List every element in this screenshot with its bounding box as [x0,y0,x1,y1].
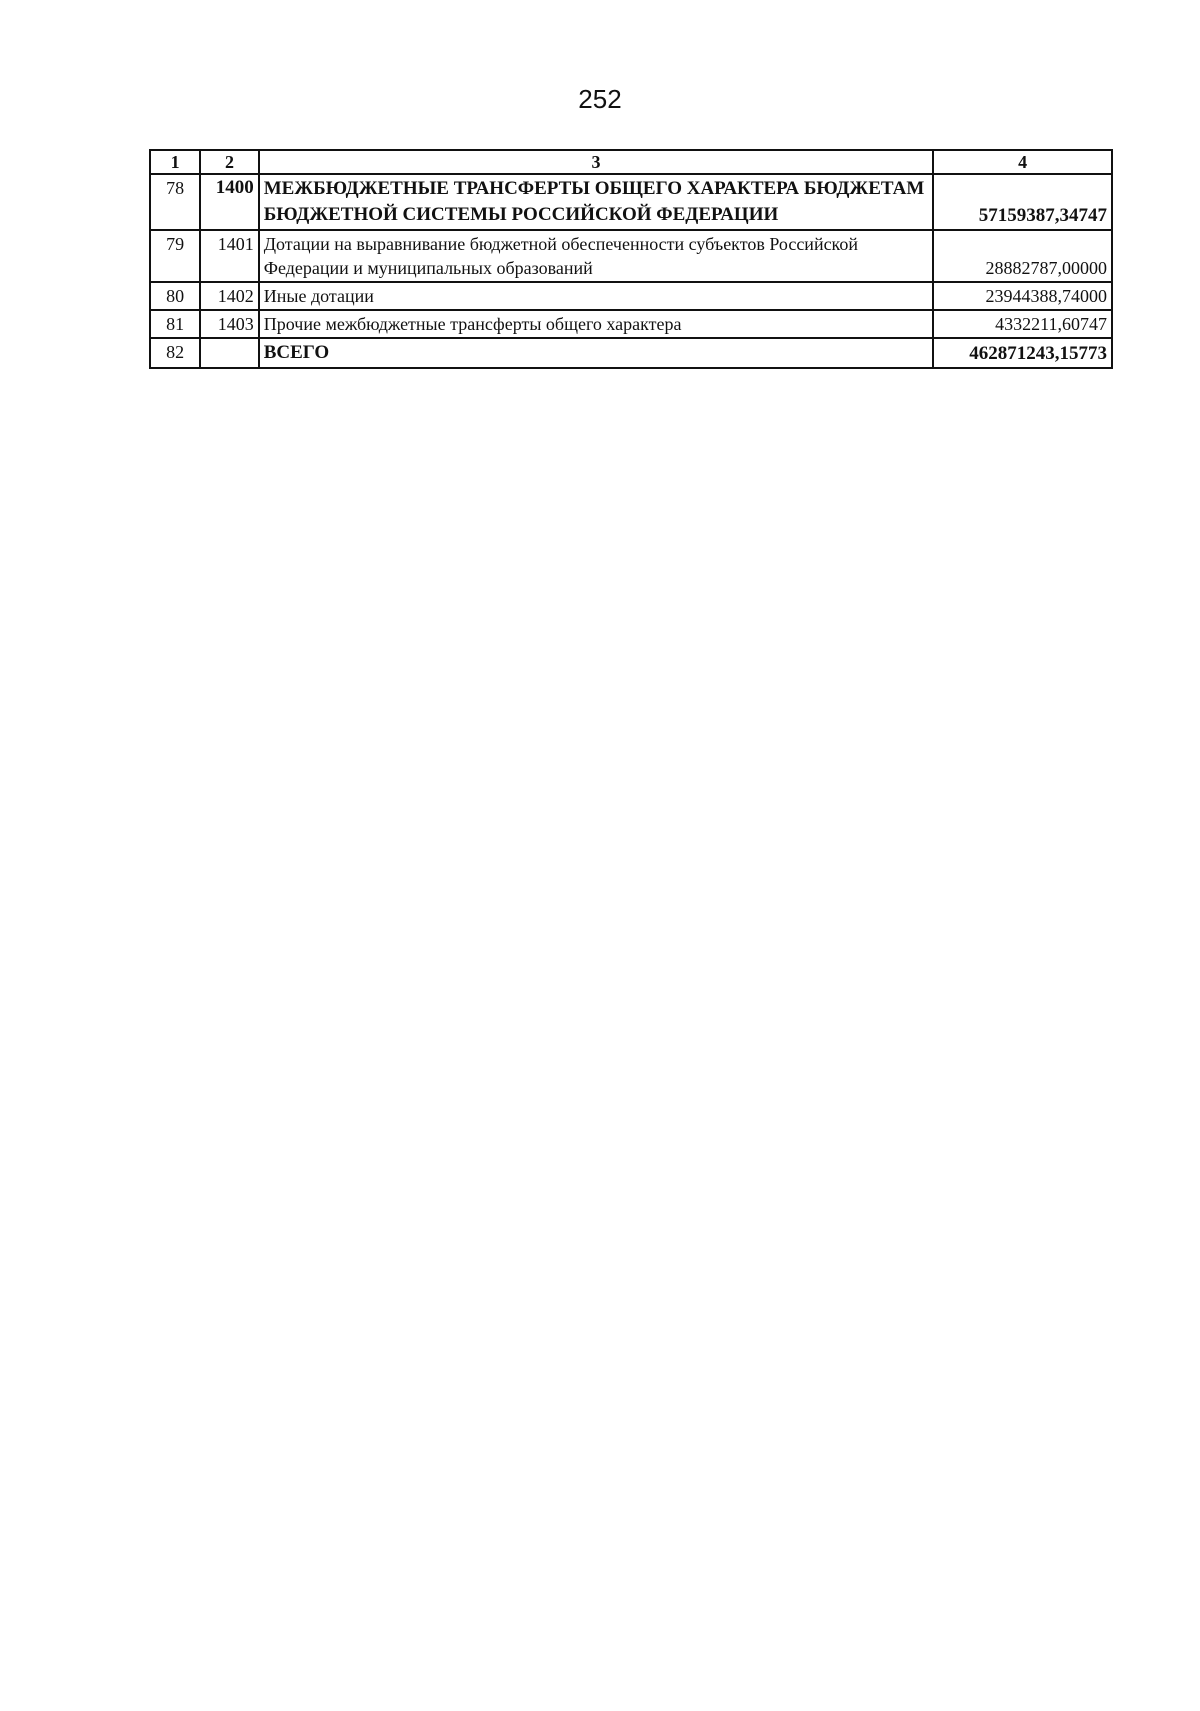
amount: 4332211,60747 [933,310,1112,338]
budget-table [149,149,1113,369]
total-label: ВСЕГО [259,338,933,368]
row-number: 82 [150,338,200,368]
total-amount: 462871243,15773 [933,338,1112,368]
section-name: Прочие межбюджетные трансферты общего характера [259,310,933,338]
section-name: МЕЖБЮДЖЕТНЫЕ ТРАНСФЕРТЫ ОБЩЕГО ХАРАКТЕРА БЮДЖЕТАМ БЮДЖЕТНОЙ СИСТЕМЫ РОССИЙСКОЙ ФЕДЕРАЦИИ [259,174,933,230]
table-header-row [150,150,1112,174]
section-name: Иные дотации [259,282,933,310]
column-header-4: 4 [933,150,1112,174]
table-row-total [150,338,1112,368]
section-name: Дотации на выравнивание бюджетной обеспеченности субъектов Российской Федерации и муниципальных образований [259,230,933,282]
amount: 28882787,00000 [933,230,1112,282]
row-number: 80 [150,282,200,310]
column-header-2: 2 [200,150,259,174]
amount: 23944388,74000 [933,282,1112,310]
table-row [150,282,1112,310]
table-row [150,174,1112,230]
section-code: 1402 [200,282,259,310]
row-number: 81 [150,310,200,338]
column-header-3: 3 [259,150,933,174]
section-code: 1401 [200,230,259,282]
section-code: 1403 [200,310,259,338]
row-number: 78 [150,174,200,230]
section-code [200,338,259,368]
page-number: 252 [578,84,622,114]
table-row [150,230,1112,282]
section-code: 1400 [200,174,259,230]
amount: 57159387,34747 [933,174,1112,230]
column-header-1: 1 [150,150,200,174]
table-row [150,310,1112,338]
row-number: 79 [150,230,200,282]
